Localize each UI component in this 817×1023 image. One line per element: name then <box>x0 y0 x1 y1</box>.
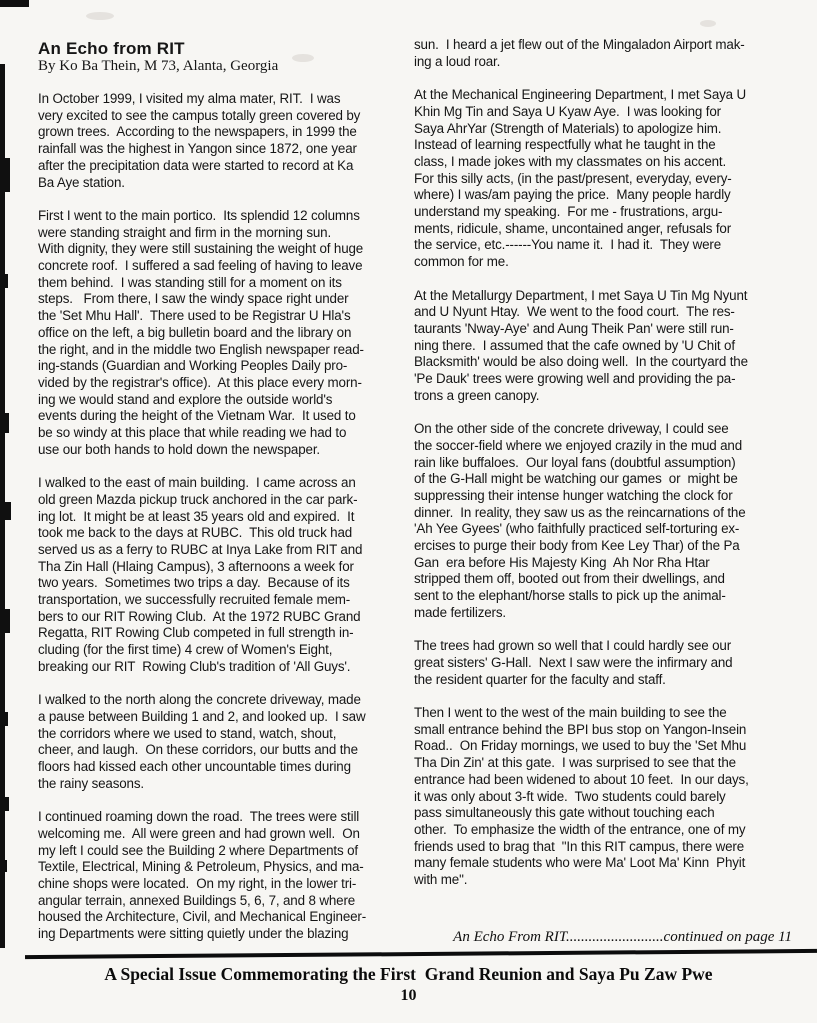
scan-artifact <box>0 158 10 192</box>
text-line: 'Ah Yee Gyees' (who faithfully practiced self-torturing ex- <box>414 521 740 537</box>
text-line: ercises to purge their body from Kee Ley Thar) of the Pa <box>414 538 740 554</box>
text-line: concrete roof. I suffered a sad feeling of having to leave <box>38 258 363 274</box>
paragraph <box>38 475 410 675</box>
text-line: I walked to the north along the concrete driveway, made <box>38 692 361 708</box>
text-line: many female students who were Ma' Loot Ma' Kinn Phyit <box>414 855 746 871</box>
text-line: ing we would stand and explore the outside world's <box>38 391 333 407</box>
text-line: the right, and in the middle two English newspaper read- <box>38 341 364 357</box>
text-line: rainfall was the highest in Yangon since 1872, one year <box>38 141 357 157</box>
scan-artifact <box>0 274 8 288</box>
paragraph <box>414 288 794 405</box>
text-line: Saya AhrYar (Strength of Materials) to apologize him. <box>414 120 722 136</box>
paragraph <box>38 91 410 191</box>
scan-artifact <box>0 0 29 7</box>
text-line: At the Metallurgy Department, I met Saya U Tin Mg Nyunt <box>414 287 748 303</box>
left-column-text <box>38 91 410 943</box>
right-column <box>414 37 794 905</box>
text-line: bers to our RIT Rowing Club. At the 1972 RUBC Grand <box>38 608 361 624</box>
text-line: ments, ridicule, shame, uncontained anger, refusals for <box>414 220 732 236</box>
text-line: it was only about 3-ft wide. Two students could barely <box>414 788 726 804</box>
text-line: the service, etc.------You name it. I had it. They were <box>414 237 721 253</box>
text-line: very excited to see the campus totally green covered by <box>38 107 361 123</box>
paragraph <box>414 705 794 889</box>
text-line: Then I went to the west of the main building to see the <box>414 705 727 721</box>
text-line: where) I was/am paying the price. Many people hardly <box>414 187 731 203</box>
text-line: made fertilizers. <box>414 604 506 620</box>
text-line: sent to the elephant/horse stalls to pick up the animal- <box>414 588 726 604</box>
text-line: my left I could see the Building 2 where Departments of <box>38 842 358 858</box>
text-line: sun. I heard a jet flew out of the Mingaladon Airport mak- <box>414 37 745 52</box>
text-line: Tha Din Zin' at this gate. I was surprised to see that the <box>414 755 736 771</box>
text-line: pass simultaneously this gate without touching each <box>414 805 715 821</box>
right-column-text <box>414 37 794 889</box>
text-line: First I went to the main portico. Its splendid 12 columns <box>38 207 360 223</box>
text-line: For this silly acts, (in the past/present, everyday, every- <box>414 170 732 186</box>
text-line: after the precipitation data were started to record at Ka <box>38 157 354 173</box>
text-line: Regatta, RIT Rowing Club competed in full strength in- <box>38 625 354 641</box>
text-line: chine shops were located. On my right, in the lower tri- <box>38 875 357 891</box>
footer-banner: A Special Issue Commemorating the First Grand Reunion and Saya Pu Zaw Pwe <box>104 964 713 984</box>
text-line: taurants 'Nway-Aye' and Aung Theik Pan' were still run- <box>414 320 734 336</box>
text-line: Blacksmith' would be also doing well. In the courtyard the <box>414 354 748 370</box>
text-line: dinner. In reality, they saw us as the reincarnations of the <box>414 504 746 520</box>
text-line: welcoming me. All were green and had grown well. On <box>38 825 360 841</box>
text-line: grown trees. According to the newspapers, in 1999 the <box>38 124 357 140</box>
text-line: breaking our RIT Rowing Club's tradition of 'All Guys'. <box>38 658 351 674</box>
text-line: the soccer-field where we enjoyed crazily in the mud and <box>414 437 743 453</box>
paragraph <box>414 421 794 621</box>
paragraph <box>38 208 410 459</box>
continuation-notice: An Echo From RIT..........................continued on page 11 <box>453 929 792 945</box>
text-line: steps. From there, I saw the windy space right under <box>38 291 349 307</box>
text-line: entrance had been widened to about 10 feet. In our days, <box>414 771 749 787</box>
text-line: housed the Architecture, Civil, and Mechanical Engineer- <box>38 909 367 925</box>
scan-smudge <box>700 20 716 27</box>
article-byline: By Ko Ba Thein, M 73, Alanta, Georgia <box>38 58 279 74</box>
text-line: friends used to brag that "In this RIT campus, there were <box>414 838 744 854</box>
text-line: ing Departments were sitting quietly under the blazing <box>38 926 349 942</box>
paragraph <box>38 809 410 943</box>
text-line: the rainy seasons. <box>38 775 144 791</box>
scan-artifact <box>0 797 9 811</box>
text-line: small entrance behind the BPI bus stop on Yangon-Insein <box>414 721 747 737</box>
text-line: The trees had grown so well that I could hardly see our <box>414 638 732 654</box>
text-line: class, I made jokes with my classmates on his accent. <box>414 153 727 169</box>
text-line: with me". <box>414 872 468 888</box>
text-line: served us as a ferry to RUBC at Inya Lake from RIT and <box>38 541 363 557</box>
text-line: On the other side of the concrete driveway, I could see <box>414 421 729 437</box>
text-line: took me back to the days at RUBC. This old truck had <box>38 525 353 541</box>
text-line: the 'Set Mhu Hall'. There used to be Registrar U Hla's <box>38 308 351 324</box>
text-line: of the G-Hall might be watching our games or might be <box>414 471 738 487</box>
text-line: two years. Sometimes two trips a day. Because of its <box>38 575 350 591</box>
text-line: I continued roaming down the road. The trees were still <box>38 809 360 825</box>
text-line: In October 1999, I visited my alma mater, RIT. I was <box>38 91 341 106</box>
text-line: trons a green canopy. <box>414 387 540 403</box>
text-line: transportation, we successfully recruited female mem- <box>38 592 351 608</box>
text-line: the resident quarter for the faculty and staff. <box>414 671 666 687</box>
article-title: An Echo from RIT <box>38 39 185 58</box>
text-line: Tha Zin Hall (Hlaing Campus), 3 afternoons a week for <box>38 558 354 574</box>
scan-artifact <box>0 860 7 872</box>
text-line: Road.. On Friday mornings, we used to buy the 'Set Mhu <box>414 738 747 754</box>
paragraph <box>414 87 794 271</box>
text-line: be so windy at this place that while reading we had to <box>38 425 347 441</box>
text-line: them behind. I was standing still for a moment on its <box>38 274 342 290</box>
text-line: old green Mazda pickup truck anchored in the car park- <box>38 491 358 507</box>
text-line: ing a loud roar. <box>414 53 501 69</box>
text-line: were standing straight and firm in the morning sun. <box>38 224 332 240</box>
page-number: 10 <box>400 987 417 1004</box>
paragraph <box>38 692 410 792</box>
scan-smudge <box>86 12 114 20</box>
text-line: ing-stands (Guardian and Working Peoples Daily pro- <box>38 358 348 374</box>
left-column <box>38 40 410 959</box>
text-line: cheer, and laugh. On these corridors, our butts and the <box>38 742 358 758</box>
text-line: With dignity, they were still sustaining the weight of huge <box>38 241 364 257</box>
text-line: rain like buffaloes. Our loyal fans (doubtful assumption) <box>414 454 736 470</box>
text-line: floors had kissed each other uncountable times during <box>38 759 351 775</box>
text-line: Ba Aye station. <box>38 174 125 190</box>
text-line: Khin Mg Tin and Saya U Kyaw Aye. I was looking for <box>414 103 721 119</box>
text-line: angular terrain, annexed Buildings 5, 6, 7, and 8 where <box>38 892 356 908</box>
text-line: At the Mechanical Engineering Department, I met Saya U <box>414 87 747 103</box>
scan-artifact <box>0 609 10 633</box>
text-line: ning there. I assumed that the cafe owned by 'U Chit of <box>414 337 735 353</box>
text-line: suppressing their intense hunger watching the clock for <box>414 487 733 503</box>
text-line: vided by the registrar's office). At this place every morn- <box>38 374 362 390</box>
paragraph <box>414 37 794 70</box>
text-line: great sisters' G-Hall. Next I saw were the infirmary and <box>414 654 733 670</box>
scan-artifact <box>0 502 11 520</box>
text-line: ing lot. It might be at least 35 years old and expired. It <box>38 508 355 524</box>
text-line: use our both hands to hold down the newspaper. <box>38 441 320 457</box>
text-line: common for me. <box>414 254 509 270</box>
paragraph <box>414 638 794 688</box>
text-line: cluding (for the first time) 4 crew of Women's Eight, <box>38 642 333 658</box>
text-line: a pause between Building 1 and 2, and looked up. I saw <box>38 708 366 724</box>
text-line: other. To emphasize the width of the entrance, one of my <box>414 821 746 837</box>
text-line: understand my speaking. For me - frustrations, argu- <box>414 204 723 220</box>
scan-artifact <box>0 712 8 726</box>
text-line: events during the height of the Vietnam War. It used to <box>38 408 356 424</box>
text-line: and U Nyunt Htay. We went to the food court. The res- <box>414 304 735 320</box>
text-line: Gan era before His Majesty King Ah Nor Rha Htar <box>414 554 710 570</box>
text-line: office on the left, a big bulletin board and the library on <box>38 324 352 340</box>
text-line: Instead of learning respectfully what he taught in the <box>414 137 716 153</box>
text-line: Textile, Electrical, Mining & Petroleum, Physics, and ma- <box>38 859 364 875</box>
text-line: 'Pe Dauk' trees were growing well and providing the pa- <box>414 371 736 387</box>
text-line: I walked to the east of main building. I came across an <box>38 475 356 491</box>
text-line: stripped them off, booted out from their dwellings, and <box>414 571 725 587</box>
scan-artifact <box>0 413 9 433</box>
text-line: the corridors where we used to stand, watch, shout, <box>38 725 337 741</box>
